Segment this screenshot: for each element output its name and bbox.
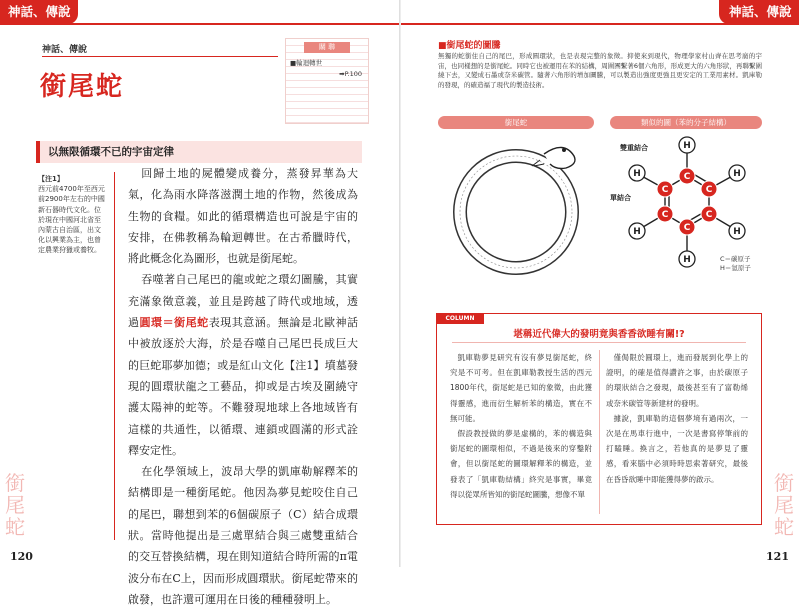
page-number-right: 121	[766, 550, 789, 563]
right-section-title: ■銜尾蛇的圖騰	[438, 41, 501, 51]
header-tab-right-label: 神話、傳說	[729, 4, 792, 19]
benzene-legend	[720, 255, 751, 273]
body-text	[128, 163, 358, 610]
ouroboros-illustration	[448, 132, 588, 282]
atom-c-4: C	[683, 223, 691, 233]
atom-h-2: H	[733, 169, 741, 179]
column-title-rule	[452, 342, 746, 343]
atom-h-6: H	[633, 169, 641, 179]
related-page-link[interactable]: ➡P.100	[339, 70, 362, 78]
page-number-left: 120	[10, 550, 33, 563]
column-left-text	[450, 350, 592, 502]
atom-h-5: H	[633, 227, 641, 237]
column-right-paragraph-2: 據說，凱庫勒的這個夢境有過兩次，一次是在馬車行進中，一次是書寫停筆前的打瞌睡。換言之，若他真的是夢見了靈感，看來腦中必須時時思索著研究，最後在昏昏欲睡中即能獲得夢的啟示。	[606, 413, 748, 484]
paragraph-2-highlight: 圓環＝銜尾蛇	[139, 316, 209, 330]
related-item: ■輪迴轉世	[290, 59, 323, 67]
column-right-paragraph-1: 僅侷限於圓環上，進而發展到化學上的證明，的確是值得讚許之事，由於碳原子的環狀結合之發現，最後甚至有了富勒烯或奈米碳管等新建材的發明。	[606, 353, 748, 408]
page-title: 銜尾蛇	[40, 72, 125, 102]
atom-c-5: C	[661, 210, 669, 220]
paragraph-1-text: 回歸土地的屍體變成養分，蒸發昇華為大氣，化為雨水降落滋潤土地的作物，然後成為生物的食糧。如此的循環構造也可說是宇宙的安排，在佛教稱為輪迴轉世。在古希臘時代，將此概念化為圖形，也就是銜尾蛇。	[128, 167, 358, 266]
side-title-char-right-1: 銜	[774, 471, 794, 495]
column-badge: COLUMN	[436, 313, 484, 324]
header-tab-left	[0, 0, 78, 24]
right-intro: 無獨的蛇銜住自己的尾巴，形成圓環狀，也是表現完整的象徵。抑使來到現代，物理學家村山齊在思考廣的宇宙，也同樣想的是銜尾蛇。同時它也被運用在苯的結構，周圍團繫著6個六角形，形成更大的六角形狀，再聯繫圍繞下去，又變成石墨或奈米碳管。隨著六角形的增加圖騰，可以製造出強度更強且更安定的工業用素材。凱庫勒的發現，的確造福了現代的製造技術。	[438, 52, 762, 89]
side-title-char-right-2: 尾	[774, 493, 794, 517]
column-divider	[599, 350, 600, 514]
header-tab-left-label: 神話、傳說	[8, 4, 71, 19]
figure-label-ouroboros: 銜尾蛇	[438, 116, 594, 129]
atom-c-2: C	[705, 185, 713, 195]
paragraph-2-text-b: 表現其意涵。無論是北歐神話中被放逐於大海，於是吞噬自己尾巴長成巨大的巨蛇耶夢加德；或是紅山文化【注1】墳墓發現的圓環狀龍之工藝品，抑或是古埃及圍繞守護太陽神的蛇等。不難發現地球上各地域皆有這樣的共通性，以循環、連鎖或圓滿的形式詮釋安定性。	[128, 316, 359, 457]
column-left-paragraph-1: 凱庫勒夢見研究有沒有夢見銜尾蛇，終究是不可考。但在凱庫勒教授生活的西元1800年代，銜尾蛇是已知的象徵，由此獲得靈感，進而衍生解析苯的構造，實在不無可能。	[450, 353, 592, 423]
category-underline	[42, 56, 278, 57]
side-title-char-2: 尾	[5, 493, 25, 517]
side-title-char-3: 蛇	[5, 515, 25, 539]
paragraph-3	[128, 461, 358, 610]
column-title: 堪稱近代偉大的發明竟與香香欲睡有關!?	[513, 329, 685, 340]
single-bond-label: 單結合	[610, 194, 631, 202]
atom-c-6: C	[661, 185, 669, 195]
side-note-title: 【注1】	[38, 175, 64, 183]
related-label: 關 聯	[304, 42, 350, 53]
side-note	[38, 174, 106, 256]
paragraph-3-text: 在化學領域上，波昂大學的凱庫勒解釋苯的結構即是一種銜尾蛇。他因為夢見蛇咬住自己的尾巴，聯想到苯的6個碳原子（C）結合成環狀。當時他提出是三處單結合與三處雙重結合的交互替換結構，現在則知道結合時所需的π電波分布在C上，因而形成圓環狀。銜尾蛇帶來的啟發，也許還可運用在日後的種種發明上。	[128, 465, 358, 606]
atom-c-3: C	[705, 210, 713, 220]
section-heading	[36, 141, 362, 163]
paragraph-2	[128, 269, 358, 461]
side-note-text: 西元前4700年至西元前2900年左右的中國新石器時代文化。位於現在中國河北省至內蒙古自治區，出文化以興業為主，也曾定農業狩獵或養牧。	[38, 185, 105, 255]
column-left-paragraph-2: 假設教授做的夢是虛構的，苯的構造與銜尾蛇的圖環相似，不過是後來的穿鑿附會，但以銜尾蛇的圖環解釋苯的構造，並發表了「凱庫勒結構」終究是事實，畢竟得以從眾所皆知的銜尾蛇圖騰，想像不單	[450, 429, 592, 499]
spine-fold	[399, 0, 401, 567]
related-box	[285, 38, 369, 124]
atom-c-1: C	[683, 172, 691, 182]
side-title-char-right-3: 蛇	[774, 515, 794, 539]
section-heading-text: 以無限循環不已的宇宙定律	[48, 146, 174, 158]
legend-hydrogen: H＝氫原子	[720, 264, 751, 272]
paragraph-2-text-a: 吞噬著自己尾巴的龍或蛇之環幻圖騰，其實充滿象徵意義，並且是跨越了時代或地域，透過	[128, 273, 358, 330]
note-divider	[114, 172, 115, 540]
category-label: 神話、傳說	[42, 45, 88, 55]
legend-carbon: C＝碳原子	[720, 255, 751, 263]
double-bond-label: 雙重結合	[620, 144, 648, 152]
atom-h-1: H	[683, 141, 691, 151]
benzene-diagram	[620, 132, 760, 274]
atom-h-4: H	[683, 255, 691, 265]
atom-h-3: H	[733, 227, 741, 237]
paragraph-1	[128, 163, 358, 269]
figure-label-benzene: 類似的圖（苯的分子結構）	[610, 116, 762, 129]
header-tab-right	[719, 0, 799, 24]
column-right-text	[606, 350, 748, 487]
header-rule-left	[0, 23, 399, 25]
side-title-char-1: 銜	[5, 471, 25, 495]
